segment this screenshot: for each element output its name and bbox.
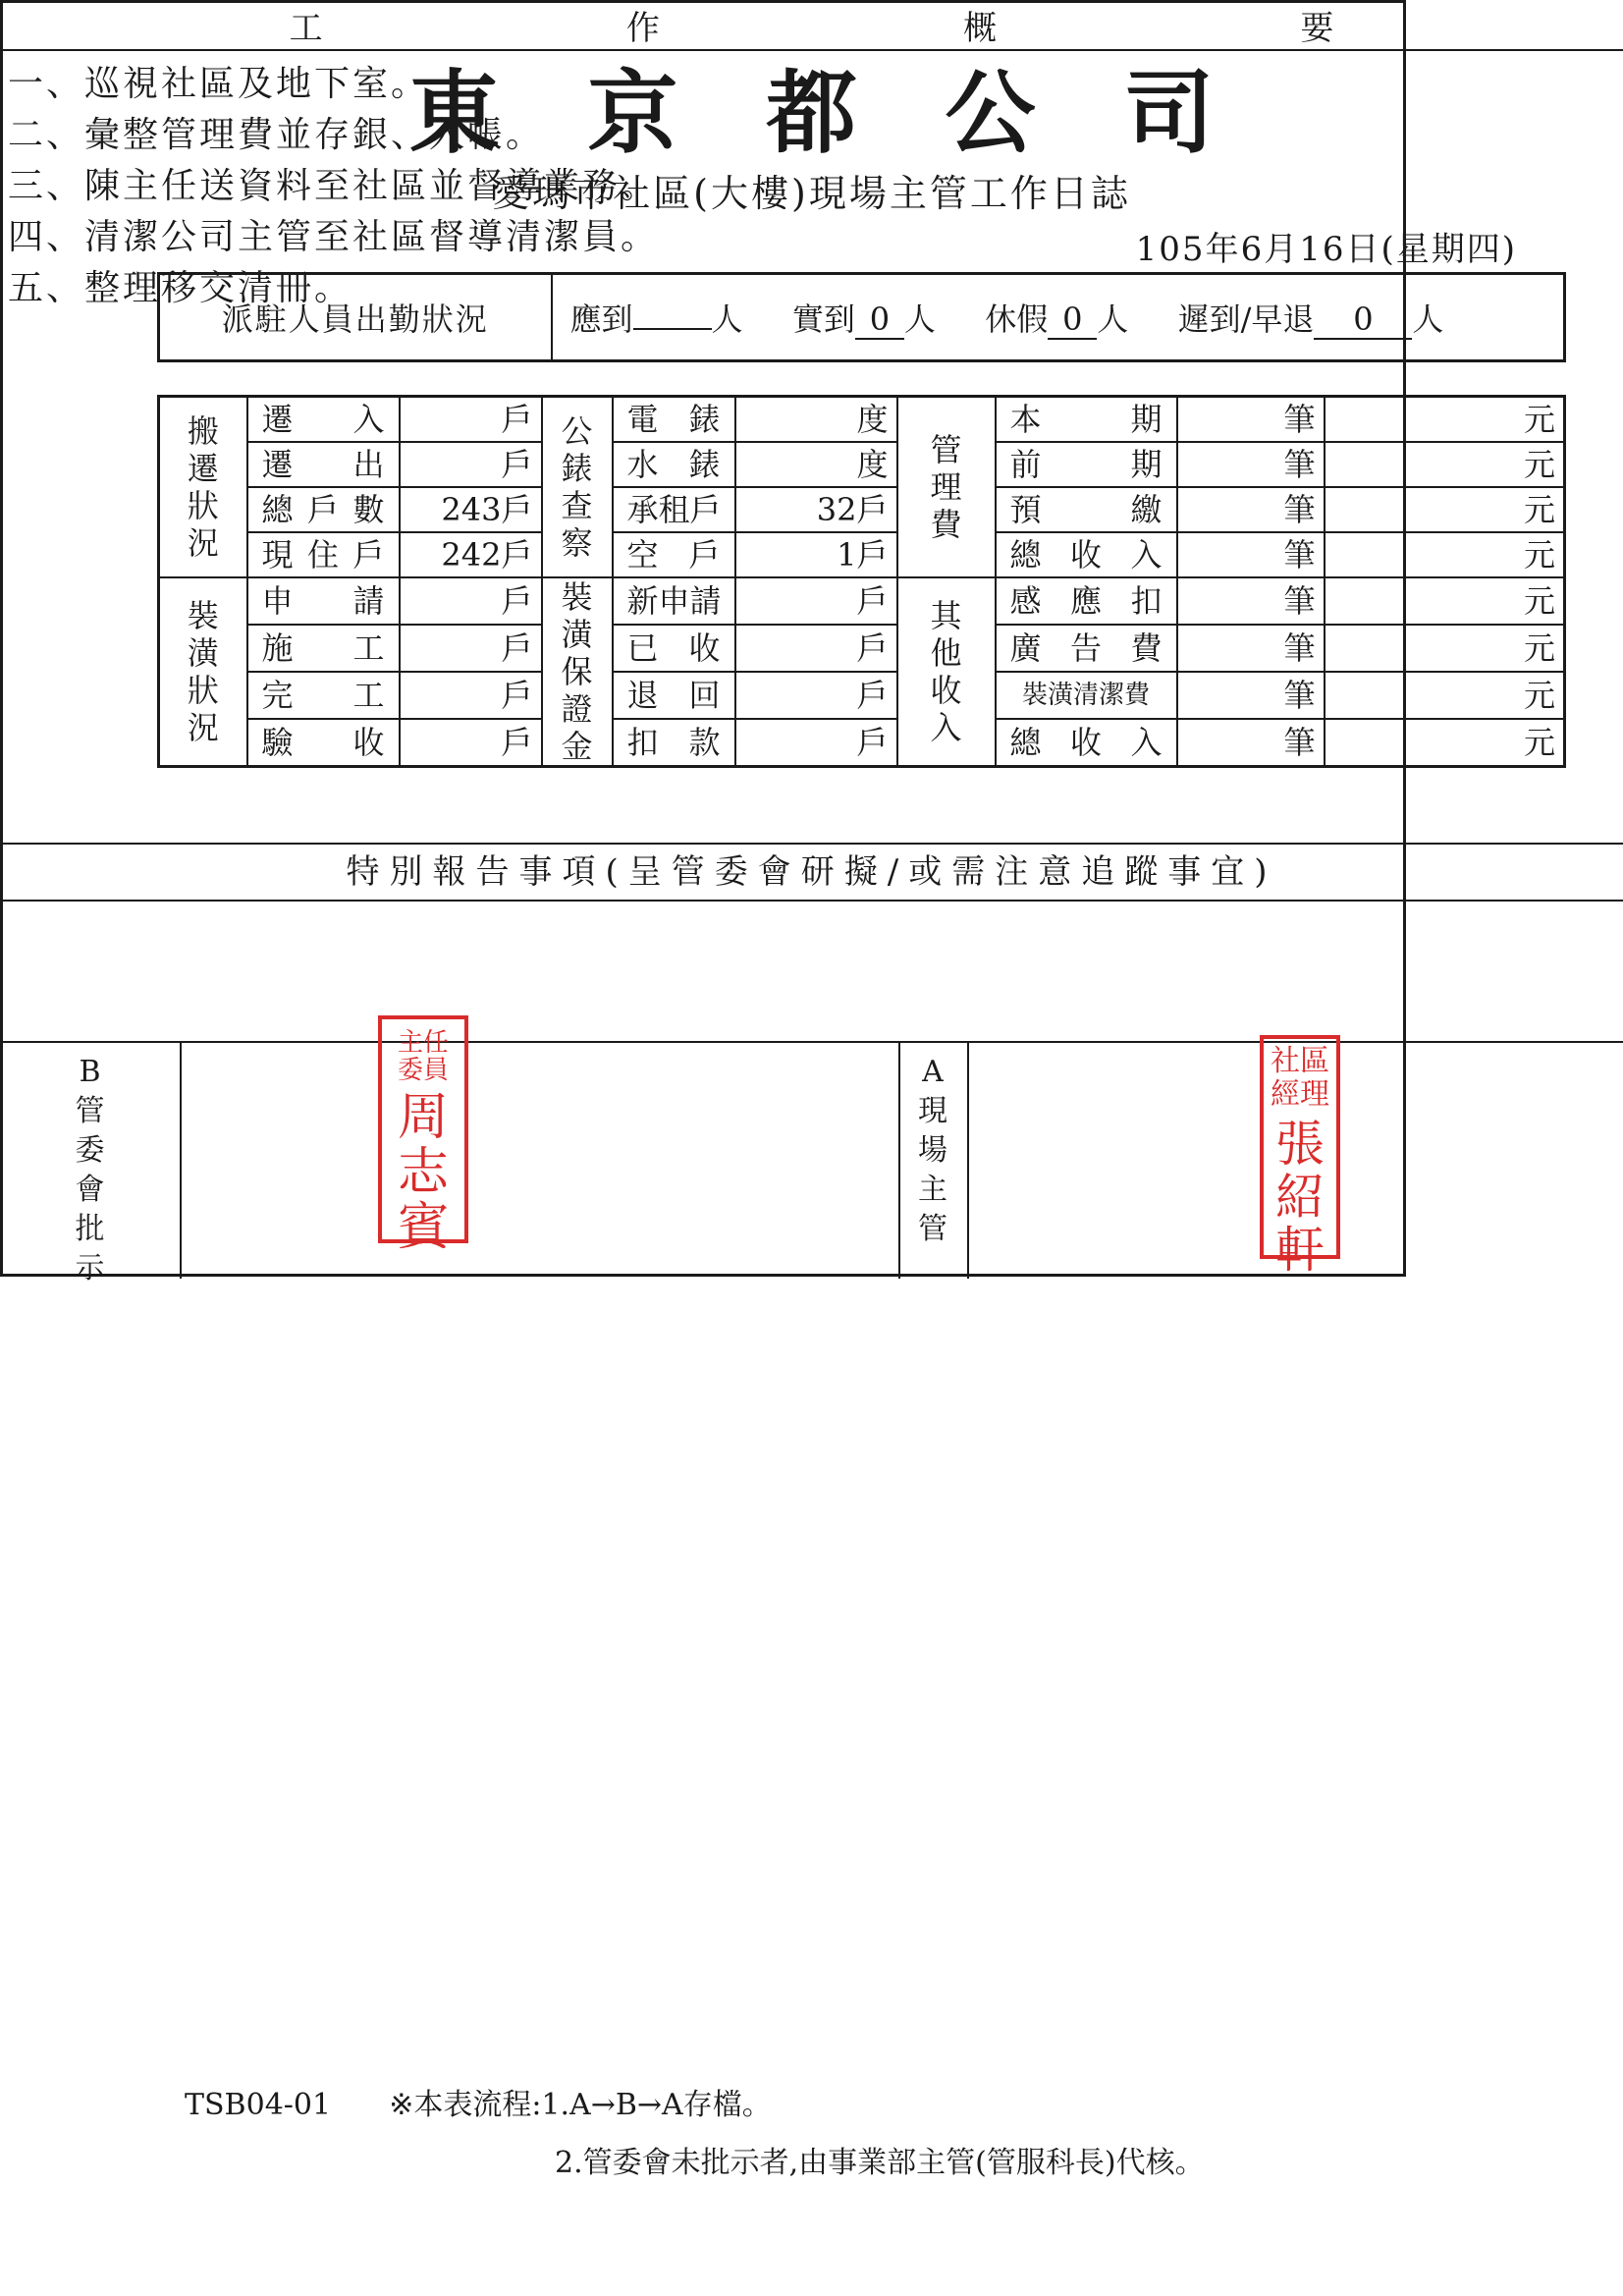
deposit-cell: 戶 (735, 625, 897, 672)
renovation-cell: 戶 (400, 672, 542, 719)
attendance-values (552, 274, 1565, 361)
renovation-label: 施工 (247, 625, 400, 672)
moving-title: 搬 遷 狀 況 (159, 397, 247, 578)
site-manager-text: A現場主管 (918, 1055, 947, 1246)
moving-cell: 戶 (400, 397, 542, 443)
deposit-cell: 戶 (735, 577, 897, 625)
moving-label: 現住戶 (247, 532, 400, 577)
meter-cell: 32戶 (735, 487, 897, 532)
other-income-label: 裝潢清潔費 (996, 672, 1177, 719)
leave-unit: 人 (1097, 301, 1129, 338)
renovation-title: 裝 潢 狀 況 (159, 577, 247, 767)
site-manager-area (969, 1043, 1400, 1279)
deposit-cell: 戶 (735, 672, 897, 719)
form-subtitle: 愛瑪市社區(大樓)現場主管工作日誌 (492, 172, 1131, 215)
deposit-label: 已收 (613, 625, 735, 672)
mgmt-fee-label: 總收入 (996, 532, 1177, 577)
moving-cell: 戶 (400, 442, 542, 487)
deposit-label: 扣款 (613, 719, 735, 767)
form-code: TSB04-01 (185, 2088, 332, 2122)
renovation-label: 完工 (247, 672, 400, 719)
other-income-label: 感應扣 (996, 577, 1177, 625)
meter-cell: 度 (735, 397, 897, 443)
meter-cell: 度 (735, 442, 897, 487)
heading-char: 概 (963, 8, 998, 48)
meter-label: 空戶 (613, 532, 735, 577)
other-income-count: 筆 (1177, 719, 1325, 767)
mgmt-fee-label: 預繳 (996, 487, 1177, 532)
mgmt-fee-label: 本期 (996, 397, 1177, 443)
footer-note-1: ※本表流程:1.A→B→A存檔。 (389, 2088, 772, 2122)
late-unit: 人 (1412, 301, 1444, 338)
meter-title: 公 錶 查 察 (542, 397, 613, 578)
other-income-count: 筆 (1177, 625, 1325, 672)
mgmt-fee-amount: 元 (1325, 532, 1565, 577)
work-item: 四、清潔公司主管至社區督導清潔員。 (8, 217, 660, 257)
signature-row (0, 1028, 1623, 1285)
renovation-cell: 戶 (400, 719, 542, 767)
work-item: 五、整理移交清冊。 (8, 268, 353, 308)
mgmt-fee-title: 管 理 費 (897, 397, 996, 578)
other-income-amount: 元 (1325, 719, 1565, 767)
other-income-label: 廣告費 (996, 625, 1177, 672)
mgmt-fee-count: 筆 (1177, 442, 1325, 487)
other-income-amount: 元 (1325, 672, 1565, 719)
other-income-label: 總收入 (996, 719, 1177, 767)
attendance-label: 派駐人員出勤狀況 (159, 274, 552, 361)
seal-name: 張紹軒 (1275, 1116, 1325, 1279)
mgmt-fee-amount: 元 (1325, 397, 1565, 443)
work-summary-heading (0, 0, 1623, 51)
work-item: 二、彙整管理費並存銀、入帳。 (8, 115, 545, 155)
renovation-cell: 戶 (400, 625, 542, 672)
present-value: 0 (855, 301, 904, 340)
meter-label: 承租戶 (613, 487, 735, 532)
committee-approval-label (0, 1043, 182, 1285)
present-unit: 人 (903, 301, 936, 338)
deposit-cell: 戶 (735, 719, 897, 767)
seal-title: 社區經理 (1271, 1044, 1329, 1112)
due-label: 應到 (569, 301, 633, 338)
moving-label: 遷出 (247, 442, 400, 487)
meter-label: 電錶 (613, 397, 735, 443)
deposit-label: 退回 (613, 672, 735, 719)
committee-approval-text: B管委會批示 (75, 1055, 105, 1285)
other-income-amount: 元 (1325, 577, 1565, 625)
deposit-title: 裝 潢 保 證 金 (542, 577, 613, 767)
renovation-label: 驗收 (247, 719, 400, 767)
mgmt-fee-count: 筆 (1177, 487, 1325, 532)
seal-name: 周志賓 (397, 1088, 449, 1257)
renovation-label: 申請 (247, 577, 400, 625)
moving-cell: 242戶 (400, 532, 542, 577)
footer-note-2: 2.管委會未批示者,由事業部主管(管服科長)代核。 (555, 2146, 1205, 2180)
due-unit: 人 (711, 301, 743, 338)
report-date: 105年6月16日(星期四) (1135, 230, 1517, 269)
moving-label: 遷入 (247, 397, 400, 443)
heading-char: 工 (289, 8, 323, 48)
seal-title: 主任委員 (397, 1028, 449, 1085)
moving-cell: 243戶 (400, 487, 542, 532)
community-manager-seal (1260, 1035, 1340, 1279)
moving-label: 總戶數 (247, 487, 400, 532)
heading-char: 作 (625, 8, 660, 48)
company-title: 東京都公司 (408, 60, 1303, 166)
mgmt-fee-amount: 元 (1325, 442, 1565, 487)
mgmt-fee-label: 前期 (996, 442, 1177, 487)
due-value (633, 328, 712, 330)
renovation-cell: 戶 (400, 577, 542, 625)
other-income-count: 筆 (1177, 672, 1325, 719)
other-income-amount: 元 (1325, 625, 1565, 672)
mgmt-fee-amount: 元 (1325, 487, 1565, 532)
work-items-list (8, 59, 659, 314)
other-income-title: 其 他 收 入 (897, 577, 996, 767)
committee-approval-area (182, 1028, 900, 1279)
deposit-label: 新申請 (613, 577, 735, 625)
work-item: 三、陳主任送資料至社區並督導業務。 (8, 166, 660, 206)
statistics-table (157, 395, 1566, 768)
leave-label: 休假 (985, 301, 1049, 338)
committee-chair-seal (378, 1015, 468, 1257)
leave-value: 0 (1048, 301, 1097, 340)
mgmt-fee-count: 筆 (1177, 532, 1325, 577)
mgmt-fee-count: 筆 (1177, 397, 1325, 443)
special-report-heading: 特別報告事項(呈管委會研擬/或需注意追蹤事宜) (0, 843, 1623, 902)
work-item: 一、巡視社區及地下室。 (8, 64, 430, 104)
meter-label: 水錶 (613, 442, 735, 487)
late-value: 0 (1314, 301, 1412, 340)
meter-cell: 1戶 (735, 532, 897, 577)
heading-char: 要 (1300, 8, 1334, 48)
site-manager-label (898, 1043, 969, 1279)
late-label: 遲到/早退 (1177, 301, 1315, 338)
present-label: 實到 (791, 301, 855, 338)
footer-line-1 (185, 2086, 772, 2125)
other-income-count: 筆 (1177, 577, 1325, 625)
